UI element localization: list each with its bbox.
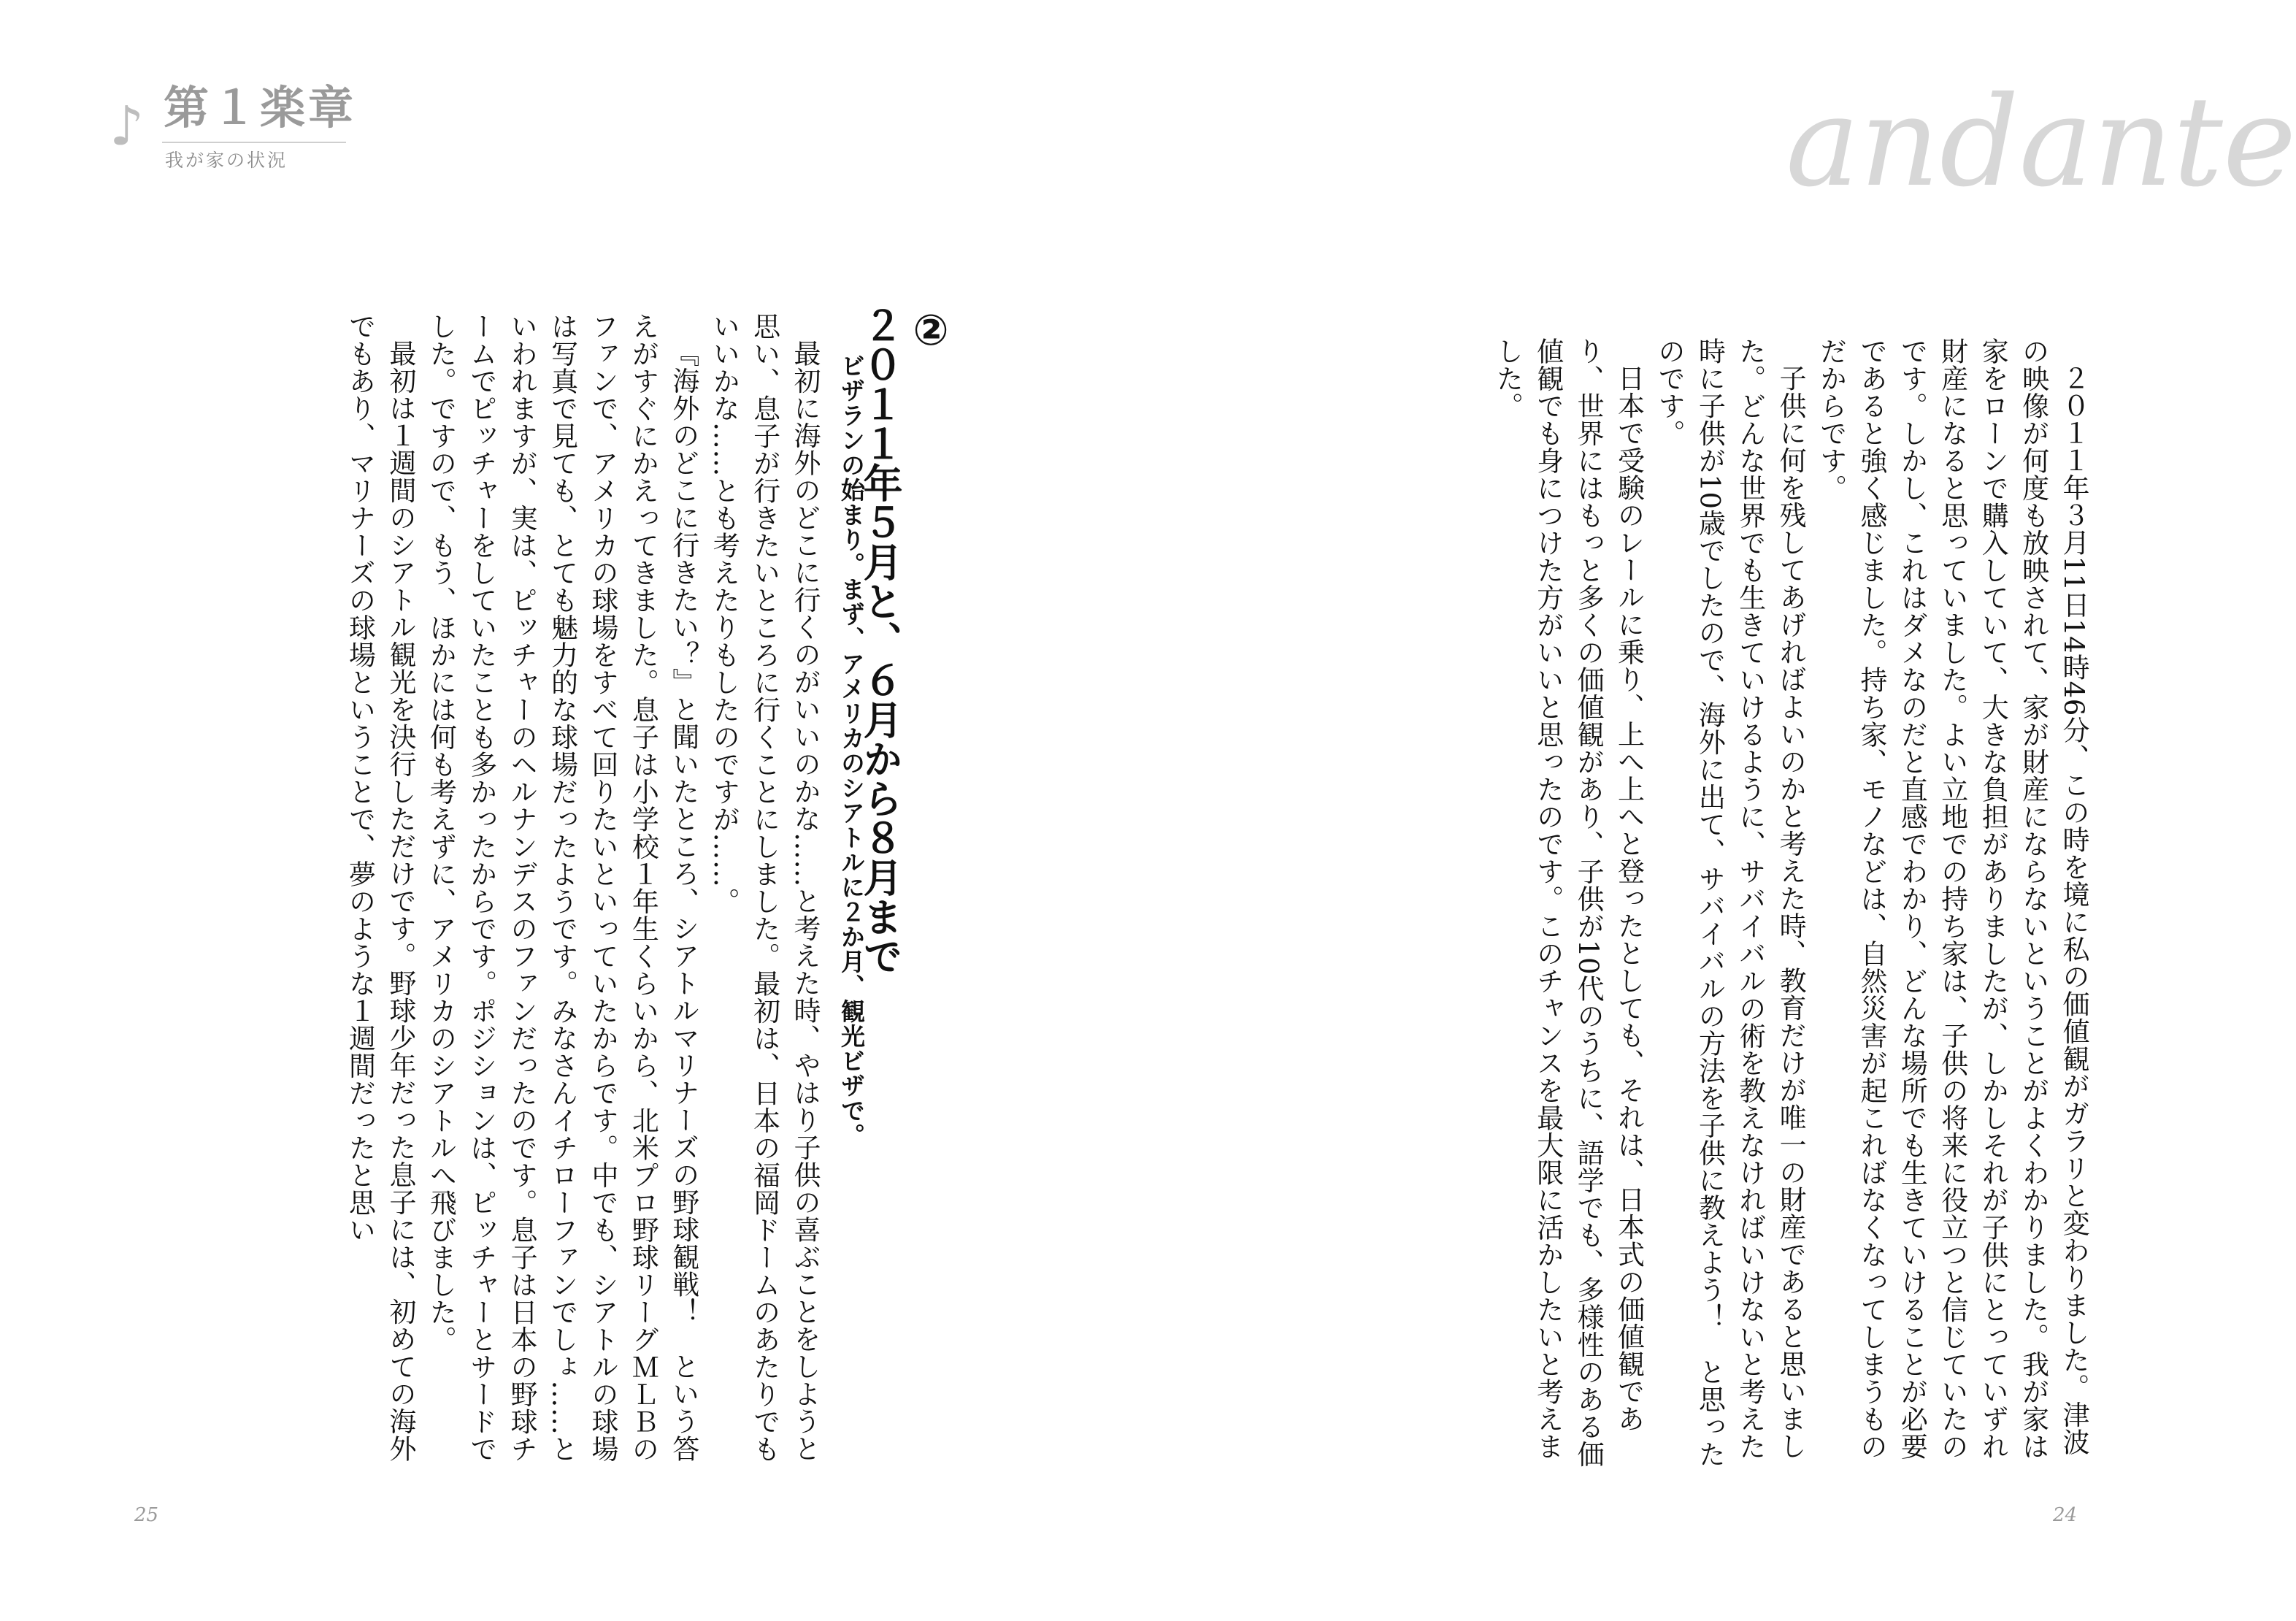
paragraph: 日本で受験のレールに乗り、上へ上へと登ったとしても、それは、日本式の価値観であり、世界にはもっと多くの価値観があり、子供が10代のうちに、語学でも、多様性のある価値観でも身につけた方がいいと思ったのです。このチャンスを最大限に活かしたいと考えました。 — [1491, 337, 1645, 1468]
section-heading — [857, 305, 956, 1364]
paragraph: 子供に何を残してあげればよいのかと考えた時、教育だけが唯一の財産であると思いました。どんな世界でも生きていけるように、サバイバルの術を教えなければいけないと考えた時に子供が10歳でしたので、海外に出て、サバイバルの方法を子供に教えよう！ と思ったのです。 — [1653, 337, 1807, 1468]
page-number-right: 24 — [2053, 1504, 2078, 1526]
paragraph: 『海外のどこに行きたい？』と聞いたところ、シアトルマリナーズの野球観戦！ という答えがすぐにかえってきました。息子は小学校１年生くらいから、北米プロ野球リーグＭＬＢのファンで、アメリカの球場をすべて回りたいといっていたからです。中でも、シアトルの球場は写真で見ても、とても魅力的な球場だったようです。みなさんイチローファンでしょ……といわれますが、実は、ピッチャーのヘルナンデスのファンだったのです。息子は日本の野球チームでピッチャーをしていたことも多かったからです。ポジションは、ピッチャーとサードでした。ですので、もう、ほかには何も考えずに、アメリカのシアトルへ飛びました。 — [425, 313, 699, 1463]
chapter-title: 第１楽章 — [164, 81, 357, 134]
right-page-body — [1321, 337, 2094, 1476]
chapter-header — [110, 73, 358, 190]
page-number-left: 25 — [134, 1504, 159, 1526]
section-number: ② — [906, 305, 956, 355]
chapter-divider — [162, 142, 346, 143]
tempo-word: andante — [1786, 70, 2296, 215]
section-title: ２０１１年５月と、６月から８月まで — [857, 305, 903, 976]
left-page-body — [124, 313, 825, 1481]
section-subtitle: ビザランの始まり。まず、アメリカのシアトルに２か月、観光ビザで。 — [837, 353, 866, 1148]
paragraph: 最初は１週間のシアトル観光を決行しただけです。野球少年だった息子には、初めての海外でもあり、マリナーズの球場ということで、夢のような１週間だったと思い — [344, 313, 416, 1463]
eighth-note-icon: ♪ — [110, 95, 145, 158]
chapter-subtitle: 我が家の状況 — [165, 150, 288, 171]
paragraph: ２０１１年３月11日14時46分、この時を境に私の価値観がガラリと変わりました。津波の映像が何度も放映されて、家が財産にならないということがよくわかりました。我が家は家をローンで購入していて、大きな負担がありましたが、しかしそれが子供にとっていずれ財産になると思っていました。よい立地での持ち家は、子供の将来に役立つと信じていたのです。しかし、これはダメなのだと直感でわかり、どんな場所でも生きていけることが必要であると強く感じました。持ち家、モノなどは、自然災害が起こればなくなってしまうものだからです。 — [1815, 337, 2089, 1460]
paragraph: 最初に海外のどこに行くのがいいのかな……と考えた時、やはり子供の喜ぶことをしようと思い、息子が行きたいところに行くことにしました。最初は、日本の福岡ドームのあたりでもいいかな……とも考えたりもしたのですが……。 — [708, 313, 821, 1463]
